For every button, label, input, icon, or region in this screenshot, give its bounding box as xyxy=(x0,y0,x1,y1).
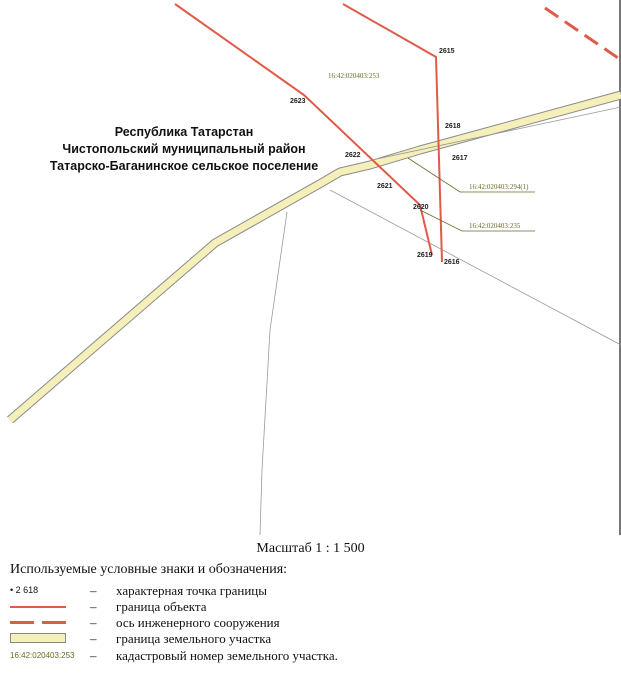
legend-text: кадастровый номер земельного участка. xyxy=(116,648,338,663)
legend-dash: – xyxy=(90,615,97,630)
point-label: 2616 xyxy=(444,259,460,266)
point-label: 2617 xyxy=(452,155,468,162)
region-line: Татарско-Баганинское сельское поселение xyxy=(49,159,319,173)
legend-cadastral-sample: 16:42:020403:253 xyxy=(10,651,75,660)
point-label: 2621 xyxy=(377,183,393,190)
legend-text: граница земельного участка xyxy=(116,631,272,646)
region-line: Чистопольский муниципальный район xyxy=(62,142,306,156)
parcel-line-north xyxy=(372,107,621,160)
legend-dash: – xyxy=(90,631,97,646)
legend-text: ось инженерного сооружения xyxy=(116,615,280,630)
engineering-axis xyxy=(545,8,621,60)
legend-item-land-plot xyxy=(10,631,610,646)
point-label: 2615 xyxy=(439,48,455,55)
legend-item-engineering-axis xyxy=(10,615,610,630)
legend-solid-line-symbol xyxy=(10,599,70,614)
legend-dash: – xyxy=(90,648,97,663)
legend-point-sample: • 2 618 xyxy=(10,585,39,595)
legend-text: граница объекта xyxy=(116,599,207,614)
parcel-line-south xyxy=(260,212,287,535)
legend-strip-symbol xyxy=(10,631,70,646)
legend-text: характерная точка границы xyxy=(116,583,267,598)
legend-title: Используемые условные знаки и обозначения: xyxy=(10,562,288,577)
region-title xyxy=(40,124,328,175)
point-label: 2620 xyxy=(413,204,429,211)
point-label: 2618 xyxy=(445,123,461,130)
legend-item-point xyxy=(10,583,610,598)
legend-dashed-line-symbol xyxy=(10,615,70,630)
cadastral-label: 16:42:020403:253 xyxy=(328,72,380,80)
cadastral-label: 16:42:020403:235 xyxy=(469,222,521,230)
region-line: Республика Татарстан xyxy=(114,125,254,139)
legend-item-cadastral xyxy=(10,648,610,663)
point-label: 2623 xyxy=(290,98,306,105)
point-label: 2619 xyxy=(417,252,433,259)
cadastral-label: 16:42:020403:294(1) xyxy=(469,183,529,191)
legend-dash: – xyxy=(90,583,97,598)
legend-item-object-boundary xyxy=(10,599,610,614)
parcel-line-southeast xyxy=(330,190,621,345)
point-label: 2622 xyxy=(345,152,361,159)
map-scale: Масштаб 1 : 1 500 xyxy=(256,541,365,556)
legend-dash: – xyxy=(90,599,97,614)
